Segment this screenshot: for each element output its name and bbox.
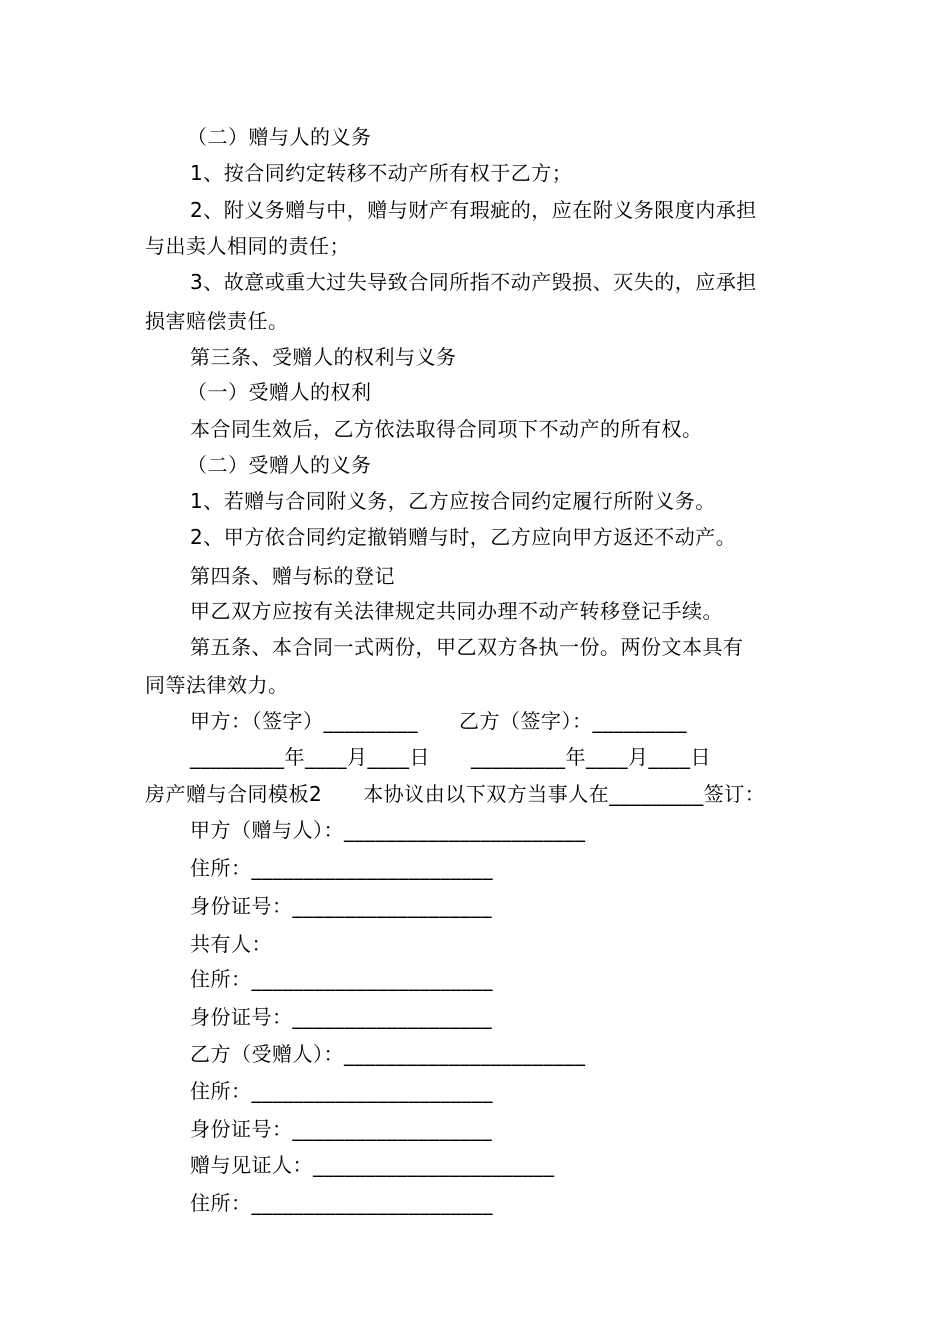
date-line: _________年____月____日 _________年____月____日	[190, 745, 711, 769]
article-heading-5: 第五条、本合同一式两份，甲乙双方各执一份。两份文本具有	[190, 635, 744, 659]
paragraph-line: 2、甲方依合同约定撤销赠与时，乙方应向甲方返还不动产。	[190, 525, 737, 549]
article-heading-3: 第三条、受赠人的权利与义务	[190, 345, 457, 369]
form-field-address: 住所：_______________________	[190, 1191, 493, 1215]
paragraph-line: 甲乙双方应按有关法律规定共同办理不动产转移登记手续。	[190, 599, 723, 623]
paragraph-line: 1、按合同约定转移不动产所有权于乙方；	[190, 161, 573, 185]
form-field-id-number: 身份证号：___________________	[190, 1117, 492, 1141]
form-field-donor: 甲方（赠与人）：_______________________	[190, 818, 586, 842]
heading-donee-obligations: （二）受赠人的义务	[187, 453, 372, 477]
form-field-id-number: 身份证号：___________________	[190, 894, 492, 918]
heading-donor-obligations: （二）赠与人的义务	[187, 125, 372, 149]
paragraph-line: 与出卖人相同的责任；	[145, 234, 350, 258]
form-field-address: 住所：_______________________	[190, 1079, 493, 1103]
form-field-id-number: 身份证号：___________________	[190, 1005, 492, 1029]
form-field-address: 住所：_______________________	[190, 856, 493, 880]
paragraph-line: 本合同生效后，乙方依法取得合同项下不动产的所有权。	[190, 417, 703, 441]
paragraph-line: 3、故意或重大过失导致合同所指不动产毁损、灭失的，应承担	[190, 270, 757, 294]
form-field-donee: 乙方（受赠人）：_______________________	[190, 1042, 586, 1066]
paragraph-line: 同等法律效力。	[145, 673, 289, 697]
paragraph-line: 1、若赠与合同附义务，乙方应按合同约定履行所附义务。	[190, 489, 716, 513]
signature-line: 甲方：（签字）_________ 乙方（签字）：_________	[190, 709, 687, 733]
paragraph-line: 2、附义务赠与中，赠与财产有瑕疵的，应在附义务限度内承担	[190, 198, 757, 222]
template-title-line: 房产赠与合同模板2 本协议由以下双方当事人在_________签订：	[145, 782, 766, 806]
form-field-witness: 赠与见证人：_______________________	[190, 1153, 555, 1177]
form-field-co-owner: 共有人：	[190, 932, 272, 956]
paragraph-line: 损害赔偿责任。	[145, 309, 289, 333]
form-field-address: 住所：_______________________	[190, 967, 493, 991]
article-heading-4: 第四条、赠与标的登记	[190, 564, 395, 588]
heading-donee-rights: （一）受赠人的权利	[187, 380, 372, 404]
